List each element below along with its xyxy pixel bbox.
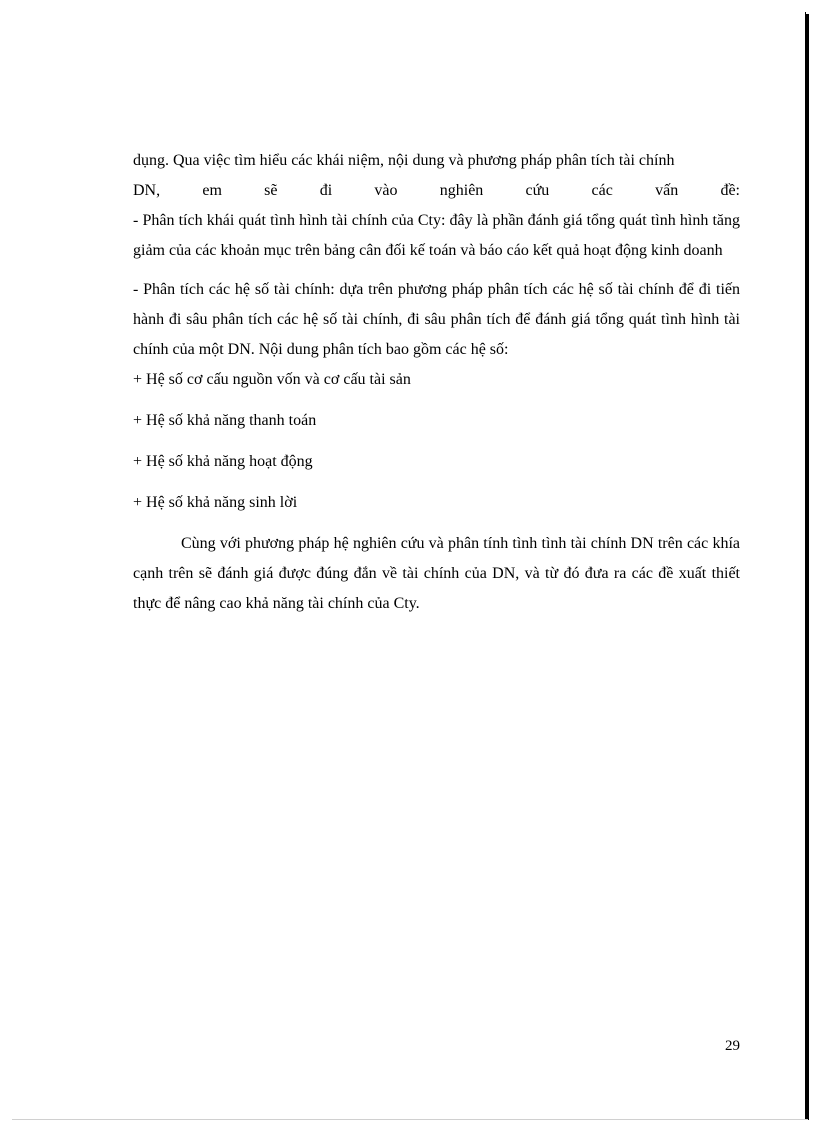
paragraph-overview-analysis: - Phân tích khái quát tình hình tài chính của Cty: đây là phần đánh giá tổng quát tình hình tăng giảm của các khoản mục trên bảng cân đối kế toán và báo cáo kết quả hoạt động kinh doanh (133, 212, 740, 259)
closing-paragraph: Cùng với phương pháp hệ nghiên cứu và phân tính tình tình tài chính DN trên các khía cạnh trên sẽ đánh giá được đúng đắn về tài chính của DN, và từ đó đưa ra các đề xuất thiết thực để nâng cao khả năng tài chính của Cty. (133, 535, 740, 612)
list-item: + Hệ số cơ cấu nguồn vốn và cơ cấu tài sản (133, 371, 411, 388)
paragraph-line-1: dụng. Qua việc tìm hiểu các khái niệm, nội dung và phương pháp phân tích tài chính (133, 152, 675, 169)
paragraph-ratio-analysis: - Phân tích các hệ số tài chính: dựa trên phương pháp phân tích các hệ số tài chính để đi tiến hành đi sâu phân tích các hệ số tài chính, đi sâu phân tích để đánh giá tổng quát tình hình tài chính của một DN. Nội dung phân tích bao gồm các hệ số: (133, 281, 740, 358)
page-number: 29 (725, 1038, 740, 1054)
document-body (133, 146, 740, 619)
page-border-bottom (12, 1119, 808, 1120)
paragraph-line-2: DN, em sẽ đi vào nghiên cứu các vấn đề: (133, 182, 740, 199)
list-item: + Hệ số khả năng hoạt động (133, 453, 313, 470)
list-item: + Hệ số khả năng sinh lời (133, 494, 298, 511)
page-border-shadow (806, 14, 809, 1120)
list-item: + Hệ số khả năng thanh toán (133, 412, 317, 429)
